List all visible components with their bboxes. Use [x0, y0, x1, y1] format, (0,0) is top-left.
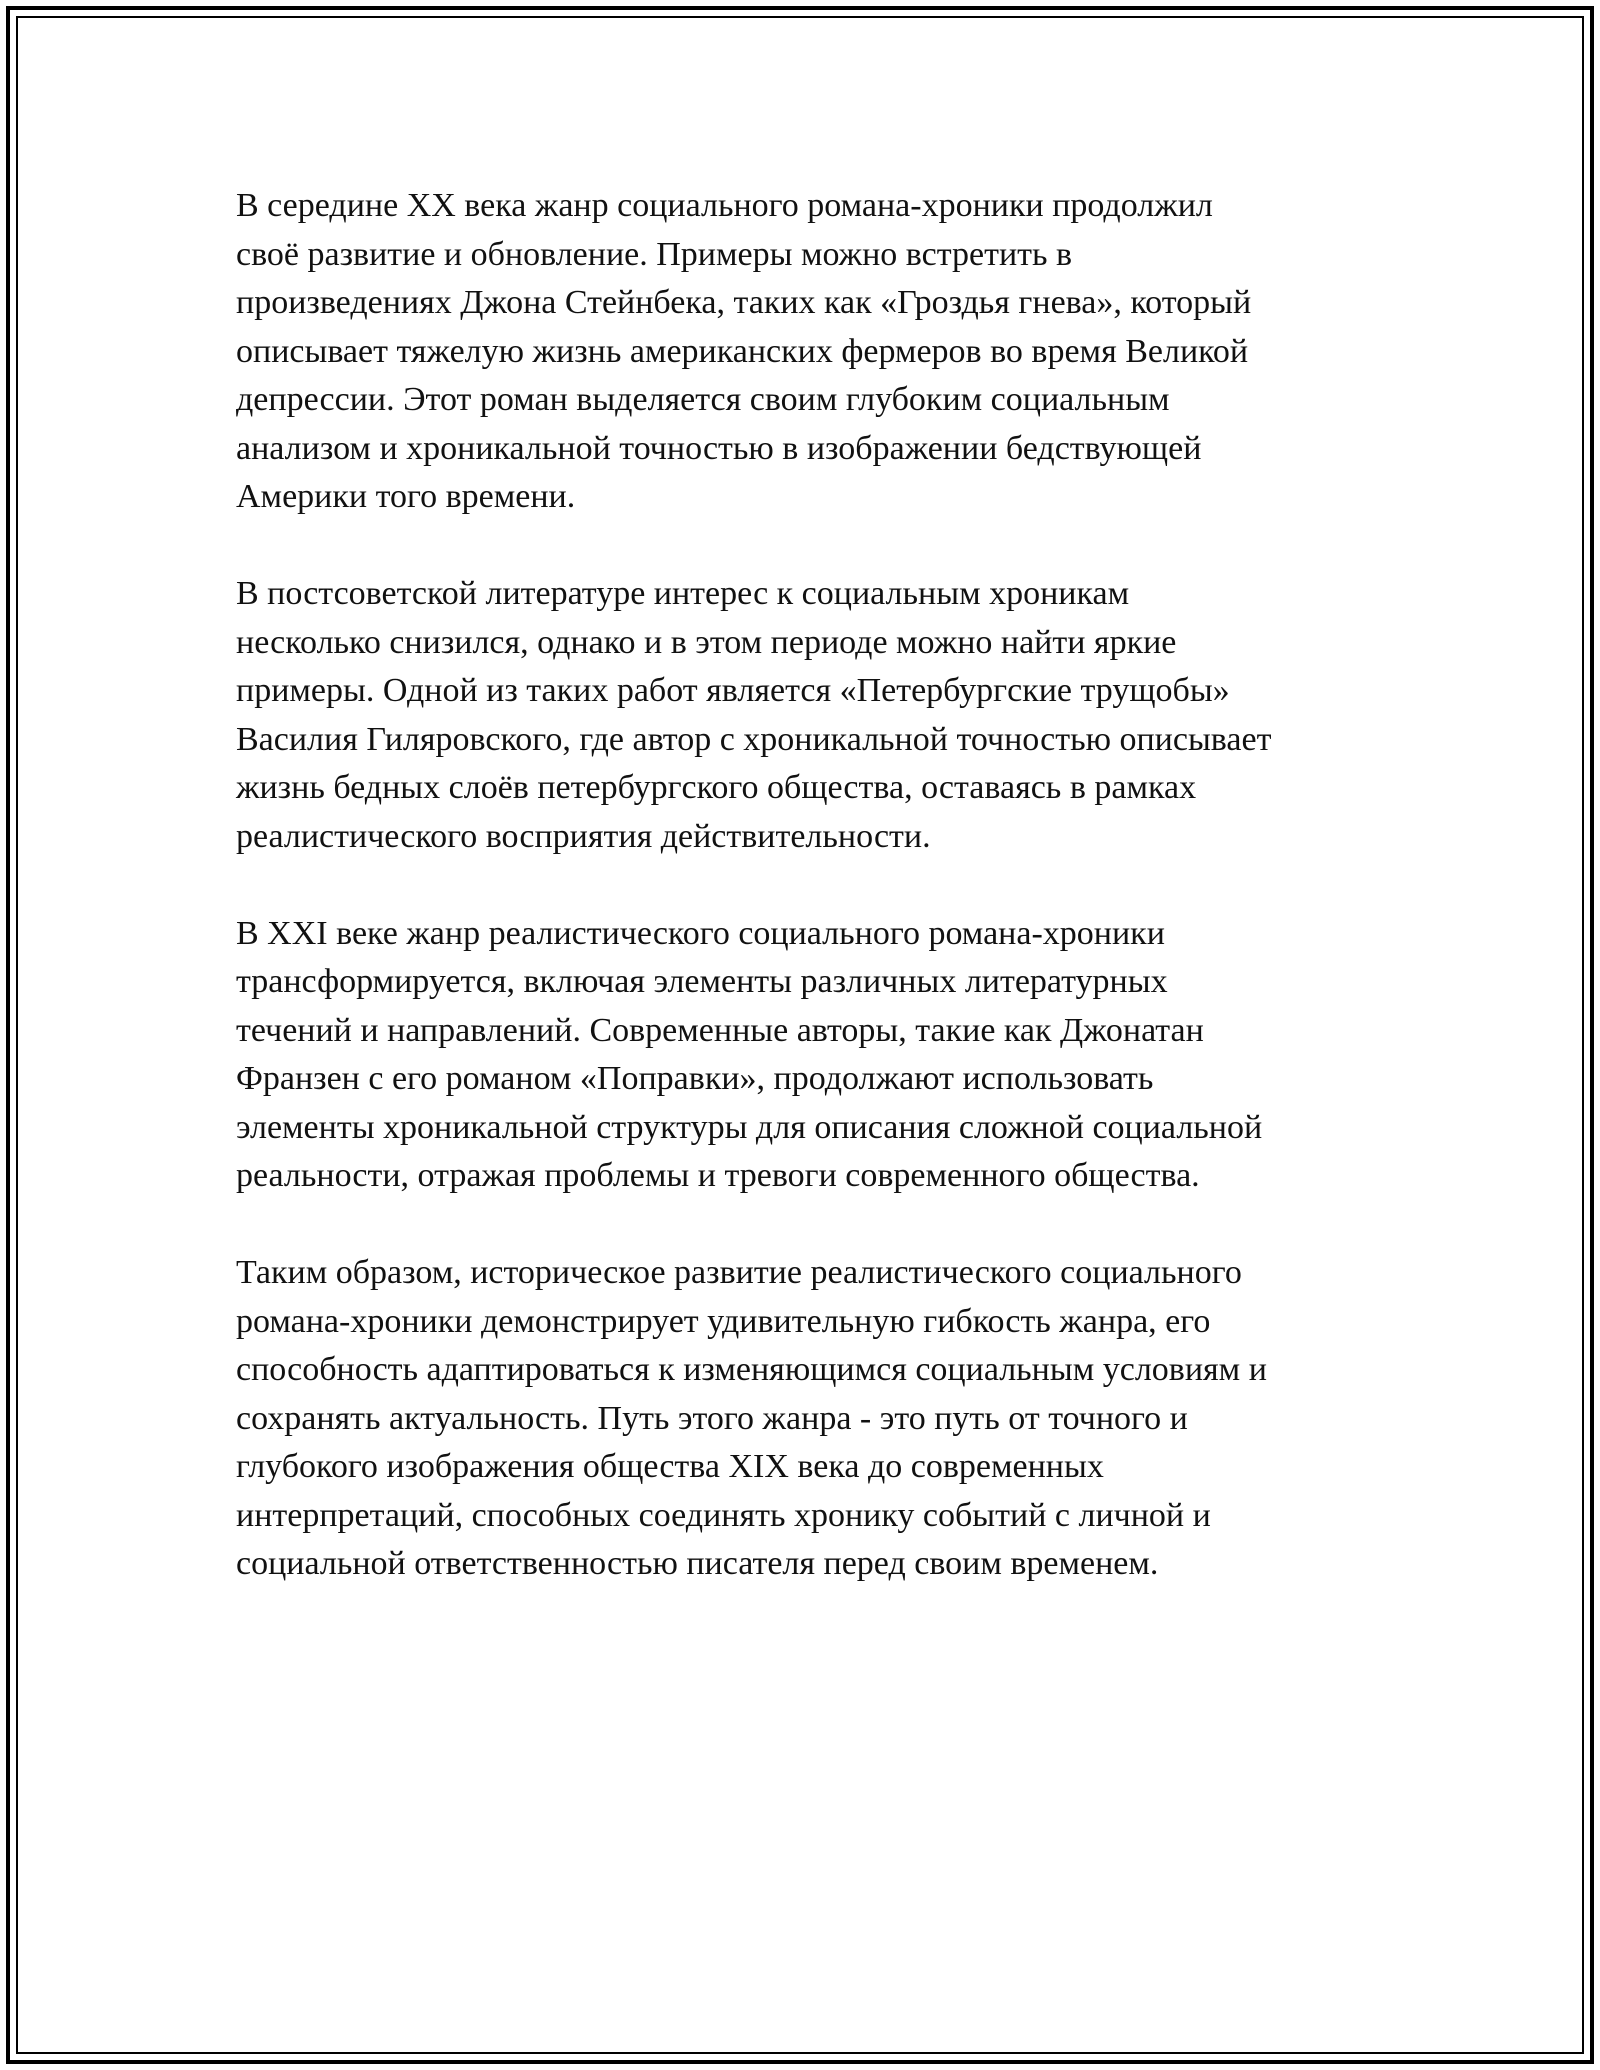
paragraph-2: В постсоветской литературе интерес к социальным хроникам несколько снизился, однако и в этом периоде можно найти яркие примеры. Одной из таких работ является «Петербургские трущобы» Василия Гиляровского, где автор с хроникальной точностью описывает жизнь бедных слоёв петербургского общества, оставаясь в рамках реалистического восприятия действительности.	[236, 575, 1272, 855]
paragraph-1: В середине XX века жанр социального романа-хроники продолжил своё развитие и обновление. Примеры можно встретить в произведениях Джона Стейнбека, таких как «Гроздья гнева», который описывает тяжелую жизнь американских фермеров во время Великой депрессии. Этот роман выделяется своим глубоким социальным анализом и хроникальной точностью в изображении бедствующей Америки того времени.	[236, 187, 1252, 515]
paragraph-4: Таким образом, историческое развитие реалистического социального романа-хроники демонстрирует удивительную гибкость жанра, его способность адаптироваться к изменяющимся социальным условиям и сохранять актуальность. Путь этого жанра - это путь от точного и глубокого изображения общества XIX века до современных интерпретаций, способных соединять хронику событий с личной и социальной ответственностью писателя перед своим временем.	[236, 1254, 1267, 1582]
document-body	[236, 182, 1376, 1637]
paragraph-3: В XXI веке жанр реалистического социального романа-хроники трансформируется, включая элементы различных литературных течений и направлений. Современные авторы, такие как Джонатан Франзен с его романом «Поправки», продолжают использовать элементы хроникальной структуры для описания сложной социальной реальности, отражая проблемы и тревоги современного общества.	[236, 914, 1263, 1194]
